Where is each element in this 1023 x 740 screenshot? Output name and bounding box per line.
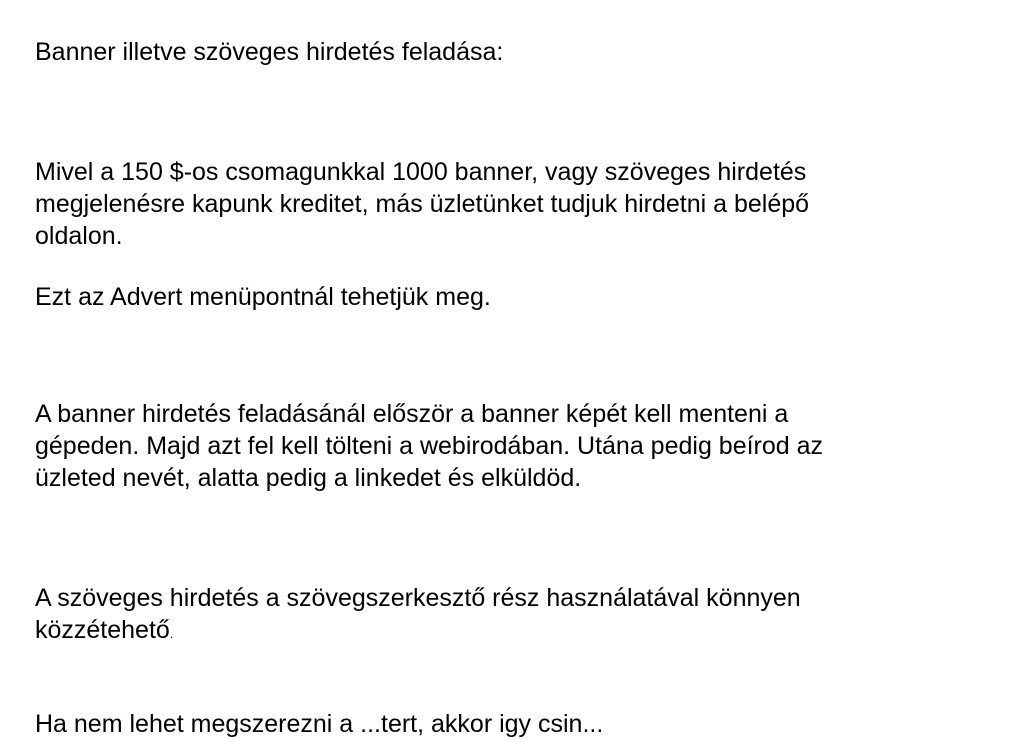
paragraph-advert-menu: Ezt az Advert menüpontnál tehetjük meg. (35, 283, 491, 311)
paragraph-text-ad-period: . (169, 627, 174, 641)
paragraph-text-ad (35, 582, 801, 650)
paragraph-clipped-bottom: Ha nem lehet megszerezni a ...tert, akkor igy csin... (35, 710, 604, 738)
document-heading: Banner illetve szöveges hirdetés feladása: (35, 38, 504, 66)
paragraph-text-ad-main: A szöveges hirdetés a szövegszerkesztő rész használatával könnyen közzétehető (35, 584, 801, 644)
paragraph-credit-info: Mivel a 150 $-os csomagunkkal 1000 banner, vagy szöveges hirdetés megjelenésre kapunk kreditet, más üzletünket tudjuk hirdetni a belépő oldalon. (35, 158, 810, 250)
document-page (35, 0, 995, 738)
paragraph-banner-upload: A banner hirdetés feladásánál először a banner képét kell menteni a gépeden. Majd azt fel kell tölteni a webirodában. Utána pedig beírod az üzleted nevét, alatta pedig a linkedet és elküldöd. (35, 400, 824, 492)
